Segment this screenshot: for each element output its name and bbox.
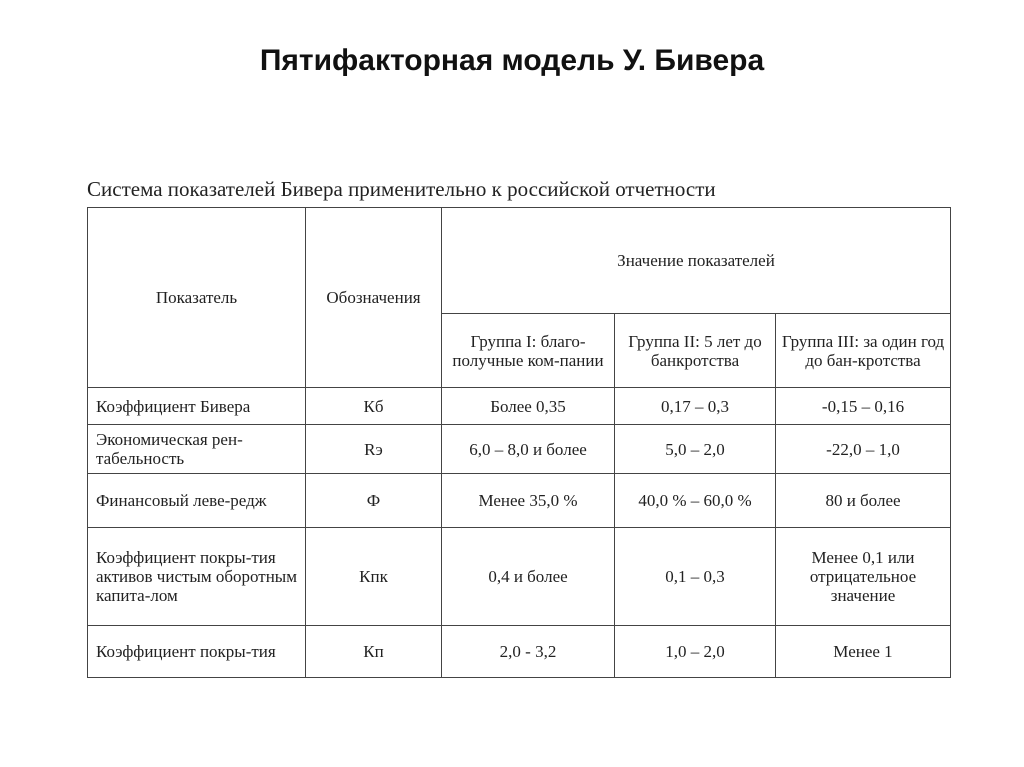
group-3-cell: -0,15 – 0,16 (776, 388, 951, 425)
group-1-cell: Менее 35,0 % (442, 474, 615, 528)
group-1-cell: 0,4 и более (442, 528, 615, 626)
group-1-cell: 6,0 – 8,0 и более (442, 425, 615, 474)
group-3-cell: Менее 1 (776, 626, 951, 678)
group-3-cell: -22,0 – 1,0 (776, 425, 951, 474)
group-2-cell: 5,0 – 2,0 (615, 425, 776, 474)
table-row (88, 474, 951, 528)
group-2-cell: 1,0 – 2,0 (615, 626, 776, 678)
symbol-cell: Rэ (306, 425, 442, 474)
table-row (88, 425, 951, 474)
group-2-cell: 40,0 % – 60,0 % (615, 474, 776, 528)
group-1-cell: Более 0,35 (442, 388, 615, 425)
indicator-cell: Экономическая рен-табельность (88, 425, 306, 474)
group-1-cell: 2,0 - 3,2 (442, 626, 615, 678)
slide-title: Пятифакторная модель У. Бивера (259, 44, 765, 77)
header-values: Значение показателей (442, 208, 951, 314)
group-3-cell: Менее 0,1 или отрицательное значение (776, 528, 951, 626)
group-2-cell: 0,1 – 0,3 (615, 528, 776, 626)
header-indicator: Показатель (88, 208, 306, 388)
header-symbol: Обозначения (306, 208, 442, 388)
header-group-3: Группа III: за один год до бан-кротства (776, 314, 951, 388)
table-row (88, 528, 951, 626)
symbol-cell: Ф (306, 474, 442, 528)
table-caption: Система показателей Бивера применительно к российской отчетности (87, 177, 716, 201)
indicator-cell: Коэффициент покры-тия активов чистым оборотным капита-лом (88, 528, 306, 626)
header-group-1: Группа I: благо-получные ком-пании (442, 314, 615, 388)
indicator-cell: Коэффициент покры-тия (88, 626, 306, 678)
beaver-indicators-table (87, 207, 951, 678)
indicator-cell: Финансовый леве-редж (88, 474, 306, 528)
table-row (88, 388, 951, 425)
header-group-2: Группа II: 5 лет до банкротства (615, 314, 776, 388)
header-row (88, 208, 951, 314)
group-3-cell: 80 и более (776, 474, 951, 528)
table-row (88, 626, 951, 678)
symbol-cell: Кпк (306, 528, 442, 626)
symbol-cell: Кб (306, 388, 442, 425)
symbol-cell: Кп (306, 626, 442, 678)
indicator-cell: Коэффициент Бивера (88, 388, 306, 425)
group-2-cell: 0,17 – 0,3 (615, 388, 776, 425)
